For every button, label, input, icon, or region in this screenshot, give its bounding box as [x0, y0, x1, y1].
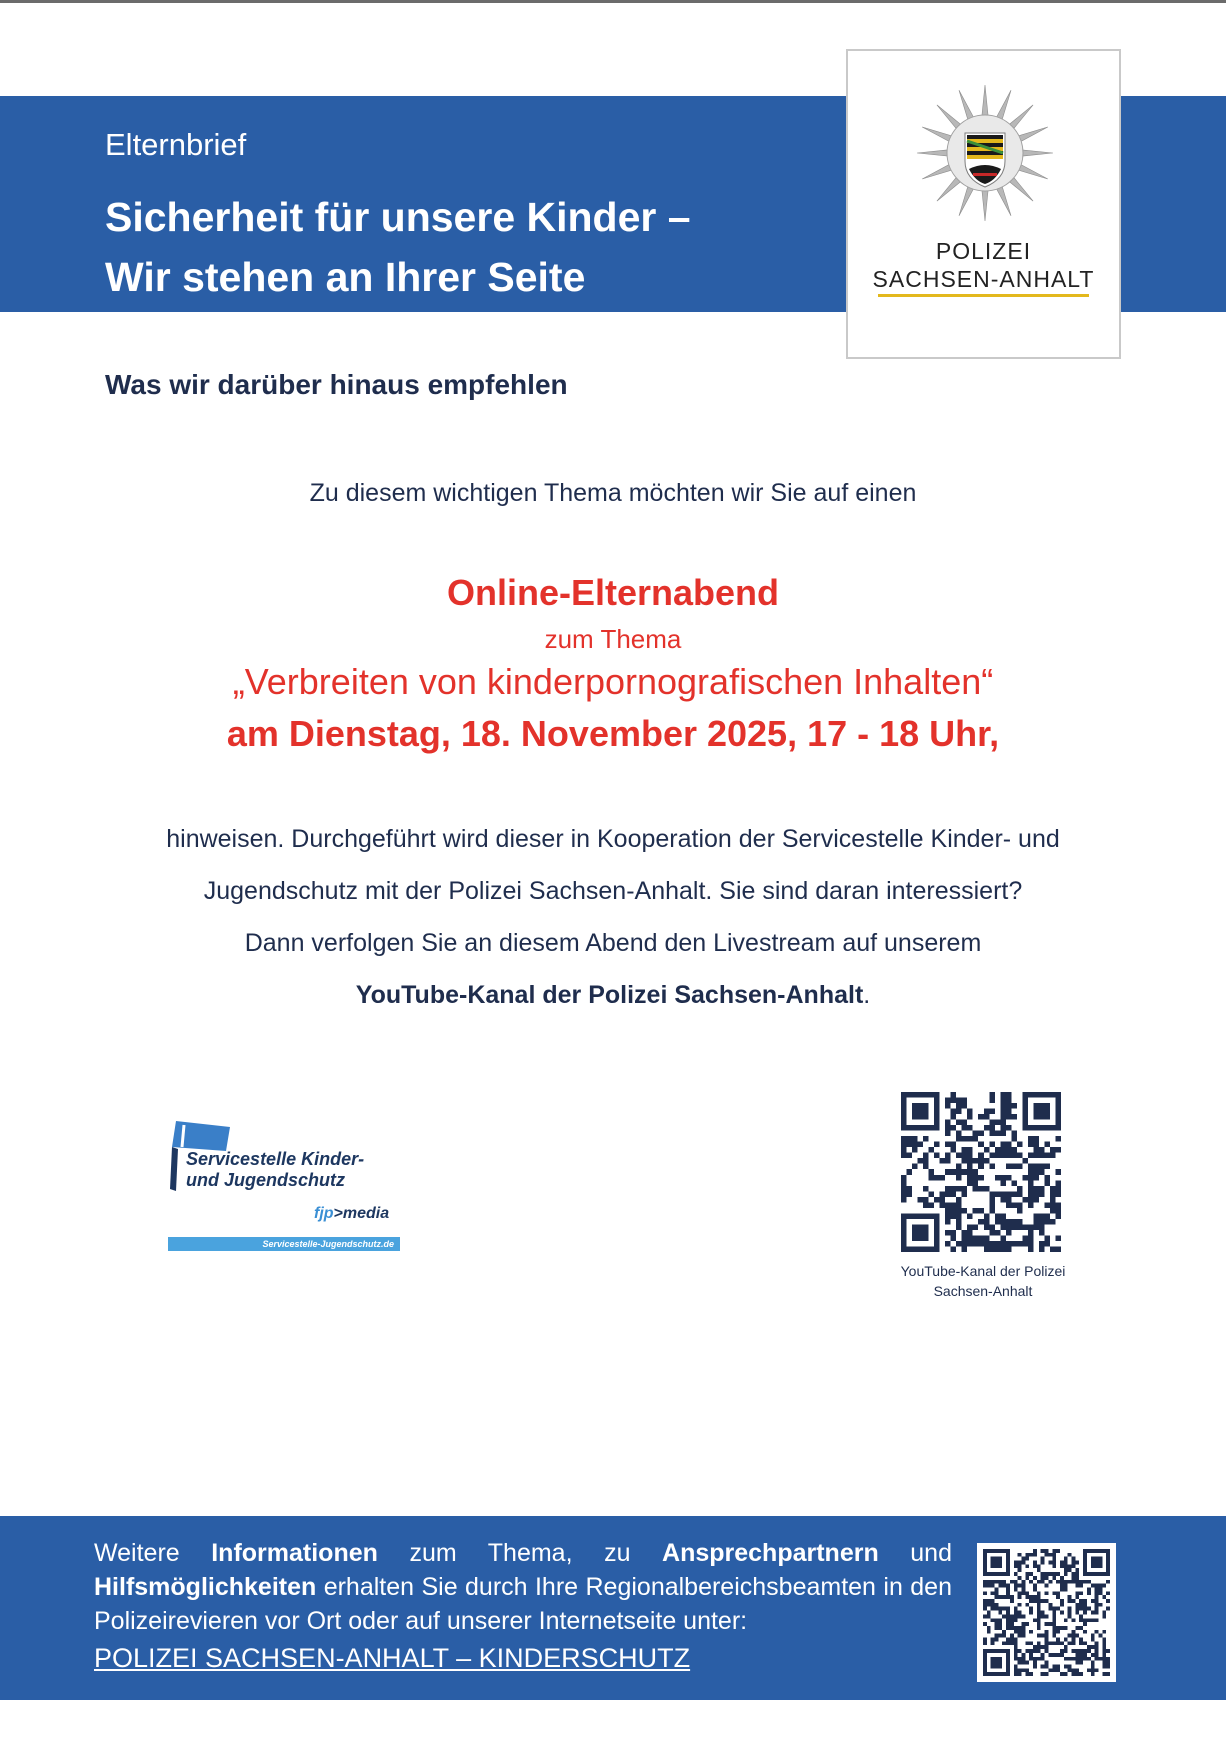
- event-date: am Dienstag, 18. November 2025, 17 - 18 Uhr,: [226, 713, 1000, 754]
- fjp-suffix: >media: [333, 1205, 390, 1222]
- event-title: Online-Elternabend: [446, 572, 780, 613]
- footer-text-1: Weitere: [94, 1539, 212, 1567]
- body-line-2: Jugendschutz mit der Polizei Sachsen-Anhalt. Sie sind daran interessiert?: [203, 877, 1023, 905]
- emblem-ray: [959, 90, 974, 121]
- logo-gold-rule: [878, 294, 1089, 297]
- top-rule: [0, 0, 1226, 3]
- section-heading: Was wir darüber hinaus empfehlen: [105, 369, 568, 400]
- fjp-prefix: fjp: [314, 1205, 334, 1222]
- footer-text-2: zum Thema, zu: [377, 1539, 663, 1567]
- body-line-3: Dann verfolgen Sie an diesem Abend den Livestream auf unserem: [244, 929, 982, 957]
- emblem-ray: [996, 185, 1011, 216]
- title-line-2: Wir stehen an Ihrer Seite: [105, 254, 586, 300]
- police-logo: [846, 49, 1121, 359]
- footer-text-3: und: [878, 1539, 952, 1567]
- emblem-ray: [922, 164, 953, 179]
- intro-text: Zu diesem wichtigen Thema möchten wir Sie auf einen: [309, 479, 917, 507]
- servicestelle-name-line1: Servicestelle Kinder-: [186, 1149, 365, 1169]
- page-title: [105, 187, 785, 307]
- youtube-qr-code[interactable]: [901, 1092, 1061, 1252]
- fjp-media-logo: [314, 1205, 389, 1223]
- footer-bold-hilfsmoeglichkeiten: Hilfsmöglichkeiten: [94, 1573, 317, 1601]
- emblem-ray: [996, 90, 1011, 121]
- footer-text-4: erhalten Sie durch Ihre Regionalbereichsbeamten in den Polizeirevieren vor Ort oder auf unserer Internetseite unter:: [94, 1573, 952, 1635]
- servicestelle-name-line2: und Jugendschutz: [186, 1170, 345, 1190]
- qr-caption-line2: Sachsen-Anhalt: [933, 1283, 1033, 1299]
- youtube-qr-caption: [880, 1261, 1086, 1301]
- qr-caption-line1: YouTube-Kanal der Polizei: [900, 1263, 1066, 1279]
- police-wordmark-line1: POLIZEI: [935, 238, 1032, 264]
- title-line-1: Sicherheit für unsere Kinder –: [105, 194, 691, 240]
- emblem-ray: [1017, 127, 1048, 142]
- police-wordmark-line2: SACHSEN-ANHALT: [872, 266, 1095, 292]
- footer-bold-informationen: Informationen: [211, 1539, 378, 1567]
- police-star-emblem-icon: [915, 83, 1055, 223]
- footer-bold-ansprechpartnern: Ansprechpartnern: [662, 1539, 879, 1567]
- emblem-ray: [1017, 164, 1048, 179]
- emblem-ray: [982, 85, 988, 117]
- body-line-4-end: .: [863, 981, 871, 1009]
- body-paragraph: [0, 813, 1226, 1021]
- emblem-ray: [1021, 150, 1053, 156]
- kinderschutz-link[interactable]: POLIZEI SACHSEN-ANHALT – KINDERSCHUTZ: [94, 1643, 691, 1673]
- event-topic-prefix: zum Thema: [544, 624, 682, 654]
- servicestelle-logo: [166, 1117, 402, 1255]
- event-topic: „Verbreiten von kinderpornografischen Inhalten“: [232, 661, 994, 702]
- body-line-4: [0, 969, 1226, 1021]
- emblem-ray: [917, 150, 949, 156]
- body-line-1: hinweisen. Durchgeführt wird dieser in Kooperation der Servicestelle Kinder- und: [166, 825, 1060, 853]
- emblem-ray: [959, 185, 974, 216]
- police-wordmark: [848, 237, 1119, 293]
- kinderschutz-qr-code[interactable]: [983, 1549, 1110, 1676]
- emblem-ray: [982, 189, 988, 221]
- footer-text: [94, 1536, 952, 1638]
- header-kicker: Elternbrief: [105, 127, 247, 162]
- footer-qr-frame: [977, 1543, 1116, 1682]
- emblem-ray: [922, 127, 953, 142]
- youtube-channel-link[interactable]: YouTube-Kanal der Polizei Sachsen-Anhalt: [355, 981, 864, 1009]
- servicestelle-url: Servicestelle-Jugendschutz.de: [168, 1237, 400, 1251]
